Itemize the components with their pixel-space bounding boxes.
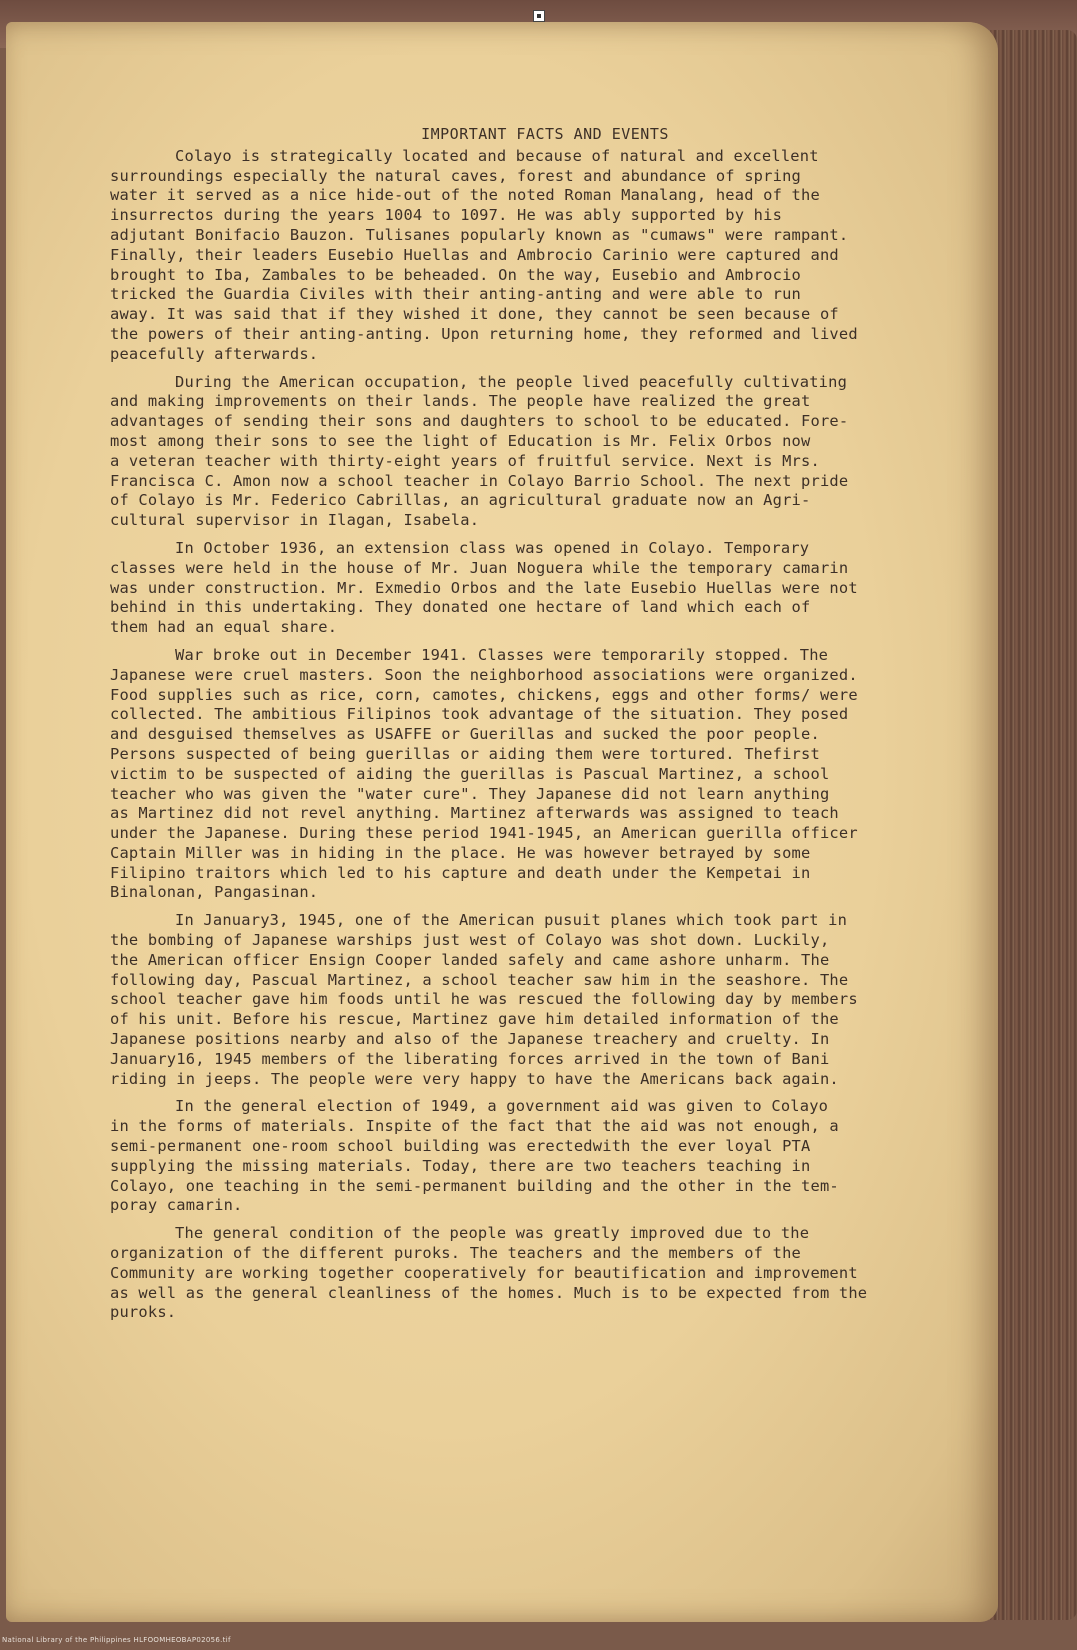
scan-marker-icon <box>533 10 545 22</box>
paragraph-american-occupation: During the American occupation, the people lived peacefully cultivating and making improvements on their lands. The people have realized the great advantages of sending their sons and daughters to school to be educated. Fore- most among their sons to see the light of Education is Mr. Felix Orbos now a veteran teacher with thirty-eight years of fruitful service. Next is Mrs. Francisca C. Amon now a school teacher in Colayo Barrio School. The next pride of Colayo is Mr. Federico Cabrillas, an agricultural graduate now an Agri- cultural supervisor in Ilagan, Isabela. <box>110 372 849 530</box>
document-body <box>110 125 940 1331</box>
paragraph-war: War broke out in December 1941. Classes were temporarily stopped. The Japanese were cruel masters. Soon the neighborhood associations were organized. Food supplies such as rice, corn, camotes, chickens, eggs and other forms/ were collected. The ambitious Filipinos took advantage of the situation. They posed and desguised themselves as USAFFE or Guerillas and sucked the poor people. Persons suspected of being guerillas or aiding them were tortured. Thefirst victim to be suspected of aiding the guerillas is Pascual Martinez, a school teacher who was given the "water cure". They Japanese did not learn anything as Martinez did not revel anything. Martinez afterwards was assigned to teach under the Japanese. During these period 1941-1945, an American guerilla officer Captain Miller was in hiding in the place. He was however betrayed by some Filipino traitors which led to his capture and death under the Kempetai in Binalonan, Pangasinan. <box>110 645 858 902</box>
paragraph-school-building: In the general election of 1949, a government aid was given to Colayo in the forms of materials. Inspite of the fact that the aid was not enough, a semi-permanent one-room school building was erectedwith the ever loyal PTA supplying the missing materials. Today, there are two teachers teaching in Colayo, one teaching in the semi-permanent building and the other in the tem- poray camarin. <box>110 1097 839 1215</box>
document-title: IMPORTANT FACTS AND EVENTS <box>421 125 669 143</box>
paragraph-colayo-history: Colayo is strategically located and because of natural and excellent surroundings especially the natural caves, forest and abundance of spring water it served as a nice hide-out of the noted Roman Manalang, head of the insurrectos during the years 1004 to 1097. He was ably supported by his adjutant Bonifacio Bauzon. Tulisanes popularly known as "cumaws" were rampant. Finally, their leaders Eusebio Huellas and Ambrocio Carinio were captured and brought to Iba, Zambales to be beheaded. On the way, Eusebio and Ambrocio tricked the Guardia Civiles with their anting-anting and were able to run away. It was said that if they wished it done, they cannot be seen because of the powers of their anting-anting. Upon returning home, they reformed and lived peacefully afterwards. <box>110 146 858 363</box>
scan-footer-caption: National Library of the Philippines HLFOOMHEOBAP02056.tif <box>2 1636 231 1644</box>
paragraph-general-condition: The general condition of the people was greatly improved due to the organization of the different puroks. The teachers and the members of the Community are working together cooperatively for beautification and improvement as well as the general cleanliness of the homes. Much is to be expected from the puroks. <box>110 1224 868 1322</box>
paragraph-extension-class: In October 1936, an extension class was opened in Colayo. Temporary classes were held in the house of Mr. Juan Noguera while the temporary camarin was under construction. Mr. Exmedio Orbos and the late Eusebio Huellas were not behind in this undertaking. They donated one hectare of land which each of them had an equal share. <box>110 538 858 637</box>
paragraph-liberation: In January3, 1945, one of the American pusuit planes which took part in the bombing of Japanese warships just west of Colayo was shot down. Luckily, the American officer Ensign Cooper landed safely and came ashore unharm. The following day, Pascual Martinez, a school teacher saw him in the seashore. The school teacher gave him foods until he was rescued the following day by members of his unit. Before his rescue, Martinez gave him detailed information of the Japanese positions nearby and also of the Japanese treachery and cruelty. In January16, 1945 members of the liberating forces arrived in the town of Bani riding in jeeps. The people were very happy to have the Americans back again. <box>110 911 858 1088</box>
